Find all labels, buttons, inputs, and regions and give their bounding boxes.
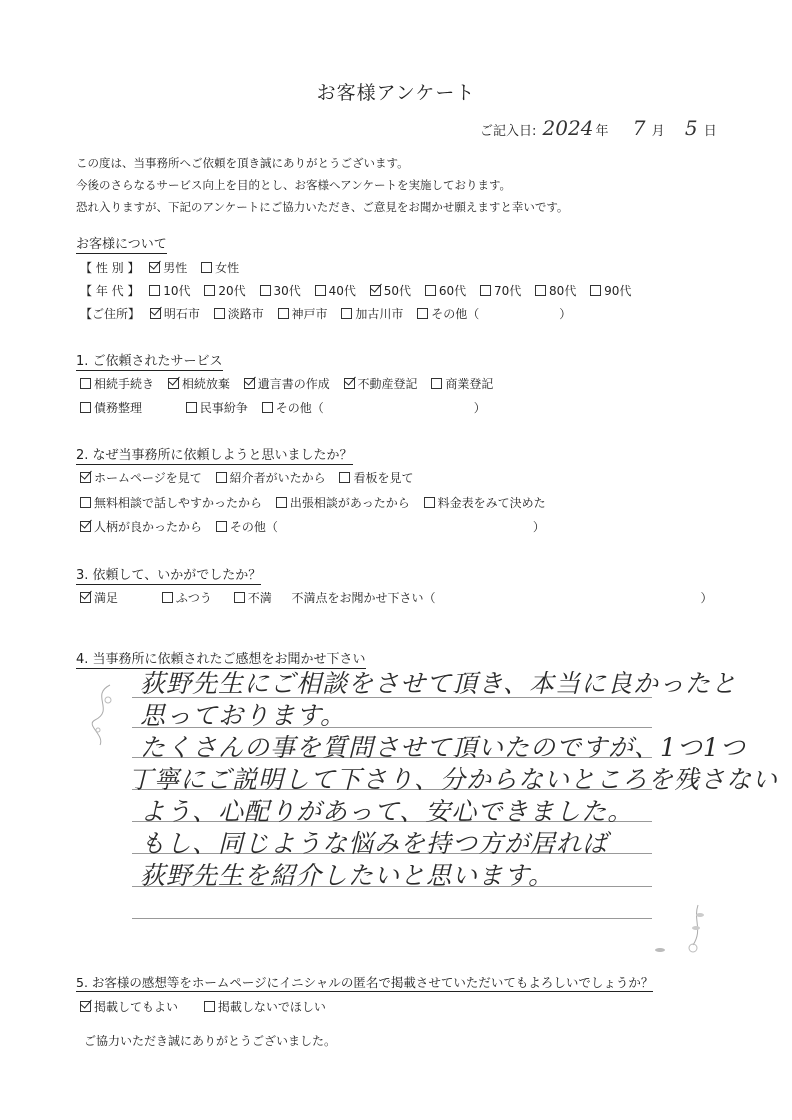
q2-row-2 [80, 494, 556, 511]
q3-average-label: ふつう [175, 591, 212, 605]
q5-deny-checkbox[interactable] [204, 1001, 215, 1012]
date-day[interactable]: 5 [684, 116, 698, 140]
q1-inheritance-renunciation-checkbox[interactable] [168, 378, 179, 389]
address-label: 【ご住所】 [80, 307, 141, 321]
q2-personality-label: 人柄が良かったから [94, 520, 203, 534]
q3-satisfied-label: 満足 [94, 591, 119, 605]
q1-civil-dispute-label: 民事紛争 [199, 401, 248, 415]
q5-deny-label: 掲載しないでほしい [217, 1000, 326, 1014]
address-kakogawa-label: 加古川市 [355, 307, 404, 321]
date-year-unit: 年 [595, 124, 609, 139]
answer-rule-8 [132, 918, 652, 919]
comment-line-1: 荻野先生にご相談をさせて頂き、本当に良かったと [140, 669, 738, 698]
q2-homepage-label: ホームページを見て [94, 471, 202, 485]
q2-visit-consultation-checkbox[interactable] [276, 497, 287, 508]
q3-row [80, 589, 713, 606]
age-80s-label: 80代 [549, 284, 577, 298]
q2-signboard-checkbox[interactable] [339, 472, 350, 483]
address-awaji-label: 淡路市 [227, 307, 264, 321]
q3-satisfied-checkbox[interactable] [80, 592, 91, 603]
q1-inheritance-procedure-label: 相続手続き [94, 377, 155, 391]
comment-line-4: 丁寧にご説明して下さり、分からないところを残さない [128, 765, 779, 794]
q2-other-checkbox[interactable] [216, 521, 227, 532]
address-other-checkbox[interactable] [417, 308, 428, 319]
gender-female-label: 女性 [215, 261, 240, 275]
q2-homepage-checkbox[interactable] [80, 472, 91, 483]
age-50s-checkbox[interactable] [370, 285, 381, 296]
age-20s-label: 20代 [218, 284, 246, 298]
intro-line-1: この度は、当事務所へご依頼を頂き誠にありがとうございます。 [76, 156, 409, 170]
address-akashi-label: 明石市 [163, 307, 200, 321]
address-awaji-checkbox[interactable] [214, 308, 225, 319]
age-20s-checkbox[interactable] [204, 285, 215, 296]
q2-price-list-label: 料金表をみて決めた [437, 496, 546, 510]
date-month[interactable]: 7 [632, 116, 646, 140]
intro-line-3: 恐れ入りますが、下記のアンケートにご協力いただき、ご意見をお聞かせ願えますと幸いです。 [76, 200, 569, 214]
q5-allow-checkbox[interactable] [80, 1001, 91, 1012]
q2-referral-label: 紹介者がいたから [229, 471, 326, 485]
q1-row-2 [80, 399, 496, 416]
q5-row [80, 998, 336, 1015]
age-50s-label: 50代 [383, 284, 411, 298]
q2-free-consultation-label: 無料相談で話しやすかったから [94, 496, 263, 510]
page-title: お客様アンケート [316, 82, 476, 104]
gender-male-label: 男性 [163, 261, 188, 275]
flourish-left-icon [80, 680, 130, 760]
comment-line-7: 荻野先生を紹介したいと思います。 [140, 861, 555, 890]
q3-note: 不満点をお聞かせ下さい（ [291, 591, 436, 605]
q2-free-consultation-checkbox[interactable] [80, 497, 91, 508]
q3-unsatisfied-label: 不満 [247, 591, 272, 605]
q3-note-close: ） [700, 591, 713, 605]
age-30s-checkbox[interactable] [260, 285, 271, 296]
q1-civil-dispute-checkbox[interactable] [186, 402, 197, 413]
q1-heading: 1. ご依頼されたサービス [76, 354, 223, 369]
q1-other-checkbox[interactable] [262, 402, 273, 413]
q2-referral-checkbox[interactable] [216, 472, 227, 483]
flourish-right-icon [648, 900, 718, 960]
q1-commercial-registration-label: 商業登記 [445, 377, 494, 391]
q3-heading: 3. 依頼して、いかがでしたか？ [76, 568, 262, 583]
gender-row [80, 259, 249, 276]
age-90s-checkbox[interactable] [590, 285, 601, 296]
comment-line-2: 思っております。 [140, 701, 347, 730]
q1-other-close: ） [473, 401, 486, 415]
q1-will-creation-label: 遺言書の作成 [257, 377, 330, 391]
q2-visit-consultation-label: 出張相談があったから [289, 496, 410, 510]
q1-will-creation-checkbox[interactable] [244, 378, 255, 389]
age-10s-label: 10代 [163, 284, 191, 298]
age-40s-label: 40代 [328, 284, 356, 298]
address-akashi-checkbox[interactable] [150, 308, 161, 319]
q1-real-estate-registration-checkbox[interactable] [344, 378, 355, 389]
gender-male-checkbox[interactable] [149, 262, 160, 273]
q2-personality-checkbox[interactable] [80, 521, 91, 532]
address-row [80, 305, 581, 322]
age-row [80, 282, 641, 299]
address-other-close: ） [559, 307, 572, 321]
age-70s-checkbox[interactable] [480, 285, 491, 296]
q2-other-label: その他（ [229, 520, 278, 534]
q2-signboard-label: 看板を見て [353, 471, 414, 485]
age-60s-label: 60代 [438, 284, 467, 298]
q2-heading: 2. なぜ当事務所に依頼しようと思いましたか？ [76, 448, 353, 463]
customer-heading: お客様について [76, 237, 167, 252]
q1-debt-consolidation-checkbox[interactable] [80, 402, 91, 413]
intro-line-2: 今後のさらなるサービス向上を目的とし、お客様へアンケートを実施しております。 [76, 178, 512, 192]
q3-unsatisfied-checkbox[interactable] [234, 592, 245, 603]
address-kobe-checkbox[interactable] [278, 308, 289, 319]
q1-commercial-registration-checkbox[interactable] [431, 378, 442, 389]
q1-other-label: その他（ [275, 401, 324, 415]
age-30s-label: 30代 [273, 284, 301, 298]
age-70s-label: 70代 [493, 284, 522, 298]
age-label: 【 年 代 】 [80, 284, 140, 298]
address-kakogawa-checkbox[interactable] [341, 308, 352, 319]
q2-other-close: ） [532, 520, 545, 534]
age-90s-label: 90代 [604, 284, 632, 298]
age-80s-checkbox[interactable] [535, 285, 546, 296]
q1-row-1 [80, 375, 503, 392]
q2-row-1 [80, 469, 423, 486]
date-month-unit: 月 [651, 124, 665, 139]
age-40s-checkbox[interactable] [315, 285, 326, 296]
q1-inheritance-renunciation-label: 相続放棄 [181, 377, 230, 391]
comment-line-6: もし、同じような悩みを持つ方が居れば [140, 829, 609, 858]
q4-heading: 4. 当事務所に依頼されたご感想をお聞かせ下さい [76, 652, 366, 667]
date-label: ご記入日: [480, 124, 537, 139]
gender-label: 【 性 別 】 [80, 261, 140, 275]
address-other-label: その他（ [431, 307, 480, 321]
date-day-unit: 日 [703, 124, 717, 139]
q3-average-checkbox[interactable] [162, 592, 173, 603]
comment-line-3: たくさんの事を質問させて頂いたのですが、1つ1つ [140, 733, 746, 762]
age-60s-checkbox[interactable] [425, 285, 436, 296]
q2-row-3 [80, 518, 555, 535]
date-year[interactable]: 2024 [542, 116, 594, 140]
gender-female-checkbox[interactable] [201, 262, 212, 273]
q1-debt-consolidation-label: 債務整理 [94, 401, 143, 415]
q1-inheritance-procedure-checkbox[interactable] [80, 378, 91, 389]
q5-allow-label: 掲載してもよい [94, 1000, 179, 1014]
q5-heading: 5. お客様の感想等をホームページにイニシャルの匿名で掲載させていただいてもよろしいでしょうか？ [76, 975, 654, 990]
q1-real-estate-registration-label: 不動産登記 [357, 377, 418, 391]
footer-thanks: ご協力いただき誠にありがとうございました。 [84, 1034, 337, 1048]
age-10s-checkbox[interactable] [149, 285, 160, 296]
address-kobe-label: 神戸市 [291, 307, 328, 321]
q2-price-list-checkbox[interactable] [424, 497, 435, 508]
comment-line-5: よう、心配りがあって、安心できました。 [140, 797, 634, 826]
entry-date [480, 116, 717, 140]
